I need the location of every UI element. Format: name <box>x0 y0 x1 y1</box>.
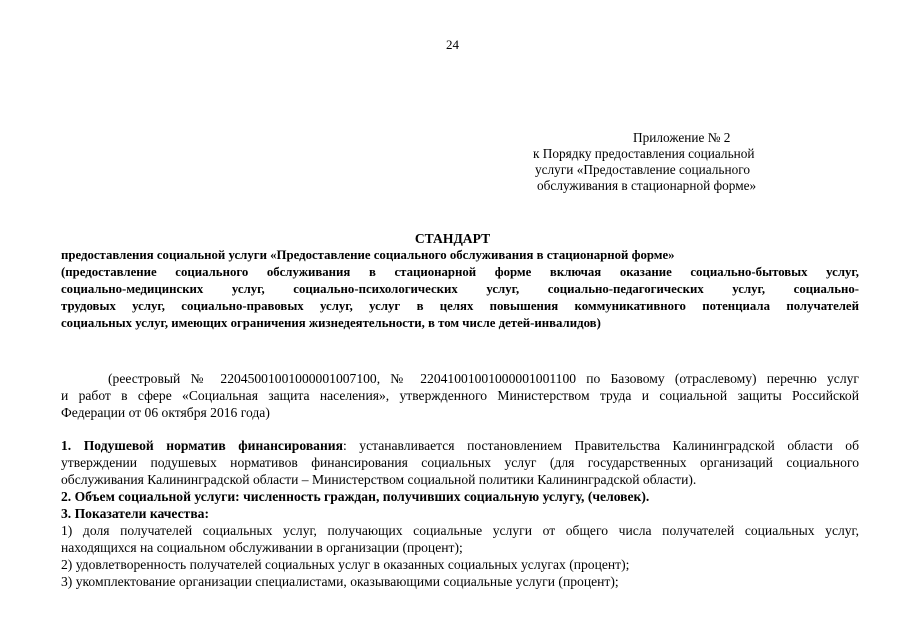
standard-title: СТАНДАРТ <box>414 231 491 246</box>
standard-body <box>61 437 859 590</box>
section-2-heading <box>61 488 859 505</box>
section-1-line-2: утверждении подушевых нормативов финансирования социальных услуг (для государственных организаций социального <box>61 455 859 470</box>
quality-item-1-line-2: находящихся на социальном обслуживании в организации (процент); <box>61 540 463 555</box>
subtitle-line: социально-медицинских услуг, социально-психологических услуг, социально-педагогических услуг, социально- <box>61 282 859 296</box>
appendix-block <box>533 130 833 194</box>
section-1-heading: 1. Подушевой норматив финансирования <box>61 438 343 453</box>
section-2-text: 2. Объем социальной услуги: численность граждан, получивших социальную услугу, (человек). <box>61 489 650 504</box>
section-1-line-1 <box>61 437 859 454</box>
quality-item-2: 2) удовлетворенность получателей социальных услуг в оказанных социальных услугах (процент); <box>61 557 630 572</box>
registry-line: и работ в сфере «Социальная защита населения», утвержденного Министерством труда и социальной защиты Российской <box>61 388 859 403</box>
subtitle-line: предоставления социальной услуги «Предоставление социального обслуживания в стационарной форме» <box>61 248 675 262</box>
quality-item-3: 3) укомплектование организации специалистами, оказывающими социальные услуги (процент); <box>61 574 619 589</box>
subtitle-line: (предоставление социального обслуживания в стационарной форме включая оказание социально-бытовых услуг, <box>61 265 859 279</box>
page-number: 24 <box>446 37 459 52</box>
registry-line: (реестровый № 22045001001000001007100, № 22041001001000001001100 по Базовому (отраслевому) перечню услуг <box>108 371 859 386</box>
quality-item-1-line-1: 1) доля получателей социальных услуг, получающих социальные услуги от общего числа получателей социальных услуг, <box>61 523 859 538</box>
appendix-title: Приложение № 2 <box>633 130 731 145</box>
appendix-line-2: к Порядку предоставления социальной <box>533 146 755 161</box>
section-3-text: 3. Показатели качества: <box>61 506 209 521</box>
appendix-line-3: услуги «Предоставление социального <box>535 162 751 177</box>
subtitle-line: социальных услуг, имеющих ограничения жизнедеятельности, в том числе детей-инвалидов) <box>61 316 601 330</box>
section-3-heading <box>61 505 859 522</box>
appendix-line-4: обслуживания в стационарной форме» <box>537 178 757 193</box>
section-1-text: : устанавливается постановлением Правительства Калининградской области об <box>342 438 859 453</box>
registry-line: Федерации от 06 октября 2016 года) <box>61 405 270 420</box>
section-1-line-3: обслуживания Калининградской области – Министерством социальной политики Калининградской области). <box>61 472 697 487</box>
subtitle-line: трудовых услуг, социально-правовых услуг, услуг в целях повышения коммуникативного потенциала получателей <box>61 299 859 313</box>
standard-subtitle <box>61 247 859 332</box>
registry-paragraph <box>61 370 859 421</box>
